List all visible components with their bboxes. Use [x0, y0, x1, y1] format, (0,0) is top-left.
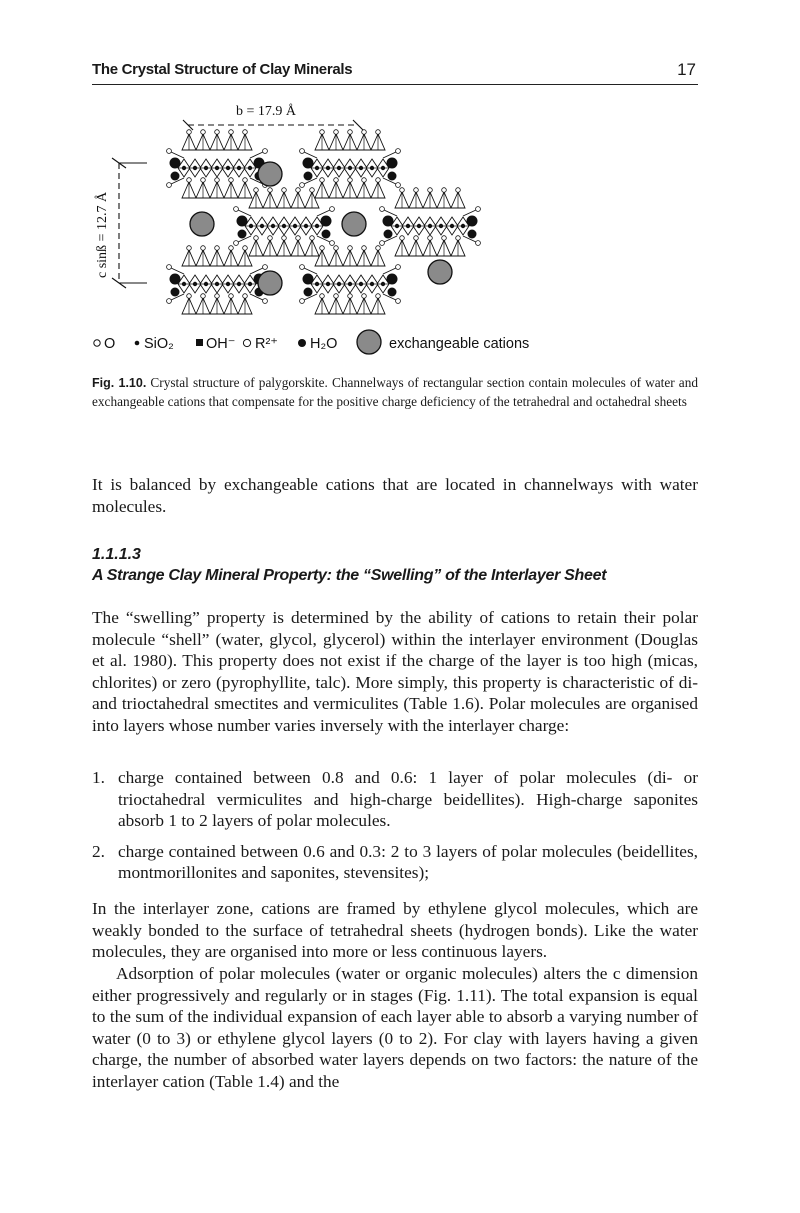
list-text: charge contained between 0.8 and 0.6: 1 layer of polar molecules (di- or trioctahedral vermiculites and high-charge beidellites). High-charge saponites absorb 1 to 2 layers of polar molecules. [118, 768, 698, 831]
palygorskite-figure [92, 96, 562, 358]
c-dimension [94, 158, 147, 288]
exchangeable-cation [342, 212, 366, 236]
caption-text: Crystal structure of palygorskite. Channelways of rectangular section contain molecules of water and exchangeable cations that compensate for the positive charge deficiency of the tetrahedral and octahedral sheets [92, 375, 698, 409]
crystal-structure-diagram [92, 96, 562, 358]
exchangeable-cation [190, 212, 214, 236]
b-dimension [183, 103, 363, 130]
list-text: charge contained between 0.6 and 0.3: 2 to 3 layers of polar molecules (beidellites, montmorillonites and saponites, stevensites); [118, 841, 698, 883]
c-dimension-label: c sinß = 12.7 Å [95, 191, 110, 278]
ribbon-motif [167, 130, 268, 198]
paragraph-3: In the interlayer zone, cations are framed by ethylene glycol molecules, which are weakly bonded to the surface of tetrahedral sheets (hydrogen bonds). Like the water molecules, they are organised into more or less continuous layers. [92, 899, 698, 962]
ribbon-motif [300, 130, 401, 198]
section-number: 1.1.1.3 [92, 546, 141, 563]
running-title: The Crystal Structure of Clay Minerals [92, 61, 353, 78]
ribbon-motif [380, 188, 481, 256]
list-number: 2. [92, 841, 105, 861]
list-item [92, 767, 698, 832]
charge-list [92, 767, 698, 893]
oxygen-symbol [94, 340, 100, 346]
figure-caption [92, 374, 698, 410]
exchangeable-cation-symbol [357, 330, 381, 354]
legend [94, 330, 529, 354]
legend-r2: R²⁺ [255, 336, 278, 352]
paragraph-2: The “swelling” property is determined by the ability of cations to retain their polar molecule “shell” (water, glycol, glycerol) within the interlayer environment (Douglas et al. 1980). This property does not exist if the charge of the layer is too high (micas, chlorites) or zero (pyrophyllite, talc). More simply, this property is characteristic of di- and trioctahedral smectites and vermiculites (Table 1.6). Polar molecules are organised into layers whose number varies inversely with the interlayer charge: [92, 608, 698, 735]
list-number: 1. [92, 768, 105, 787]
r2-cation-symbol [243, 339, 250, 346]
hydroxyl-symbol [196, 339, 203, 346]
list-item [92, 841, 698, 884]
legend-water: H₂O [310, 336, 338, 352]
exchangeable-cation [428, 260, 452, 284]
legend-cations: exchangeable cations [389, 336, 530, 352]
page-number: 17 [677, 60, 696, 79]
water-symbol [298, 339, 306, 347]
b-dimension-label: b = 17.9 Å [236, 104, 297, 119]
running-header [92, 60, 698, 85]
legend-oxygen: O [104, 336, 116, 352]
sio2-symbol [135, 341, 140, 346]
paragraph-4: Adsorption of polar molecules (water or organic molecules) alters the c dimension either progressively and regularly or in stages (Fig. 1.11). The total expansion is equal to the sum of the individual expansion of each layer able to absorb a varying number of water (0 to 3) or ethylene glycol layers (0 to 2). For clay with layers having a given charge, the number of absorbed water layers depends on two factors: the nature of the interlayer cation (Table 1.4) and the [92, 964, 698, 1091]
legend-hydroxyl: OH⁻ [206, 336, 236, 352]
legend-sio2: SiO₂ [144, 336, 174, 352]
section-title: A Strange Clay Mineral Property: the “Swelling” of the Interlayer Sheet [92, 567, 607, 584]
paragraph-1: It is balanced by exchangeable cations that are located in channelways with water molecules. [92, 475, 698, 516]
caption-label: Fig. 1.10. [92, 376, 147, 390]
exchangeable-cation [258, 271, 282, 295]
exchangeable-cation [258, 162, 282, 186]
